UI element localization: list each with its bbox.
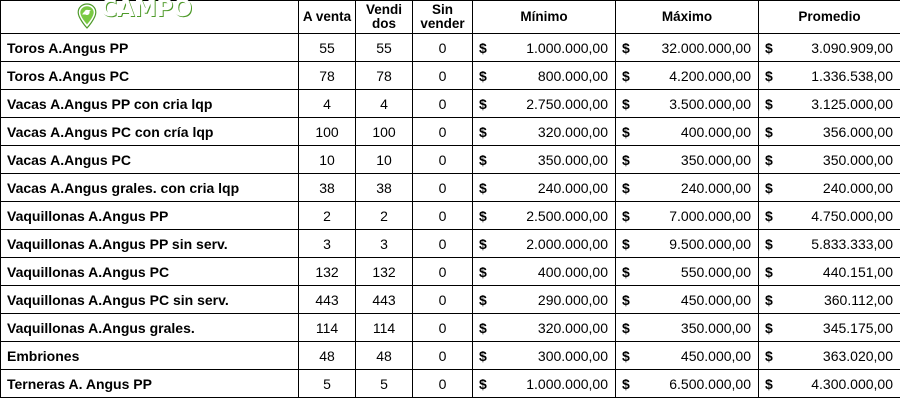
cell-minimo <box>473 286 616 314</box>
amount-value: 450.000,00 <box>680 291 751 308</box>
cell-a-venta: 48 <box>299 342 356 370</box>
currency-symbol: $ <box>479 179 487 196</box>
cell-sin-vender: 0 <box>413 146 473 174</box>
cell-detalle: Vaquillonas A.Angus grales. <box>1 314 299 342</box>
cell-sin-vender: 0 <box>413 90 473 118</box>
amount-value: 350.000,00 <box>537 151 608 168</box>
cell-promedio <box>759 34 900 62</box>
table-header <box>1 1 900 34</box>
table-row <box>1 90 900 118</box>
currency-symbol: $ <box>765 67 773 84</box>
currency-symbol: $ <box>479 123 487 140</box>
amount-value: 1.000.000,00 <box>526 375 608 392</box>
cell-detalle: Vaquillonas A.Angus PP sin serv. <box>1 230 299 258</box>
cell-sin-vender: 0 <box>413 314 473 342</box>
cell-promedio <box>759 230 900 258</box>
currency-symbol: $ <box>622 39 630 56</box>
cell-maximo <box>616 118 759 146</box>
currency-symbol: $ <box>622 151 630 168</box>
cell-a-venta: 10 <box>299 146 356 174</box>
amount-value: 240.000,00 <box>537 179 608 196</box>
amount-value: 2.000.000,00 <box>526 235 608 252</box>
cell-maximo <box>616 146 759 174</box>
cell-detalle: Vacas A.Angus PC con cría lqp <box>1 118 299 146</box>
amount-value: 320.000,00 <box>537 319 608 336</box>
column-header-detalle <box>1 1 299 34</box>
amount-value: 32.000.000,00 <box>661 39 751 56</box>
column-header-vendidos: Vendi dos <box>356 1 413 34</box>
cell-a-venta: 114 <box>299 314 356 342</box>
currency-symbol: $ <box>622 67 630 84</box>
cell-sin-vender: 0 <box>413 258 473 286</box>
cell-promedio <box>759 118 900 146</box>
currency-symbol: $ <box>622 123 630 140</box>
cell-detalle: Vacas A.Angus PC <box>1 146 299 174</box>
cell-minimo <box>473 90 616 118</box>
cell-promedio <box>759 342 900 370</box>
currency-symbol: $ <box>622 291 630 308</box>
currency-symbol: $ <box>765 207 773 224</box>
table-row <box>1 202 900 230</box>
cell-minimo <box>473 202 616 230</box>
currency-symbol: $ <box>765 347 773 364</box>
campo-total-logo <box>76 0 191 32</box>
currency-symbol: $ <box>765 375 773 392</box>
cell-minimo <box>473 342 616 370</box>
amount-value: 400.000,00 <box>680 123 751 140</box>
table-body <box>1 34 900 398</box>
amount-value: 290.000,00 <box>537 291 608 308</box>
currency-symbol: $ <box>479 263 487 280</box>
cell-sin-vender: 0 <box>413 370 473 398</box>
amount-value: 4.200.000,00 <box>669 67 751 84</box>
cell-detalle: Vacas A.Angus PP con cria lqp <box>1 90 299 118</box>
amount-value: 3.125.000,00 <box>811 95 893 112</box>
amount-value: 240.000,00 <box>822 179 893 196</box>
currency-symbol: $ <box>765 123 773 140</box>
table-row <box>1 230 900 258</box>
cell-vendidos: 132 <box>356 258 413 286</box>
amount-value: 350.000,00 <box>822 151 893 168</box>
amount-value: 9.500.000,00 <box>669 235 751 252</box>
cell-vendidos: 38 <box>356 174 413 202</box>
cell-vendidos: 100 <box>356 118 413 146</box>
cell-vendidos: 4 <box>356 90 413 118</box>
currency-symbol: $ <box>622 207 630 224</box>
column-header-promedio: Promedio <box>759 1 900 34</box>
cell-promedio <box>759 62 900 90</box>
cell-a-venta: 5 <box>299 370 356 398</box>
cell-minimo <box>473 62 616 90</box>
cell-sin-vender: 0 <box>413 174 473 202</box>
cell-promedio <box>759 90 900 118</box>
cell-maximo <box>616 342 759 370</box>
column-header-maximo: Máximo <box>616 1 759 34</box>
cell-a-venta: 38 <box>299 174 356 202</box>
amount-value: 4.300.000,00 <box>811 375 893 392</box>
cell-maximo <box>616 286 759 314</box>
currency-symbol: $ <box>765 179 773 196</box>
column-header-detalle-label: Detalle <box>9 8 59 26</box>
cell-sin-vender: 0 <box>413 34 473 62</box>
cell-promedio <box>759 370 900 398</box>
table-row <box>1 34 900 62</box>
cell-maximo <box>616 370 759 398</box>
cell-vendidos: 78 <box>356 62 413 90</box>
currency-symbol: $ <box>622 95 630 112</box>
location-pin-icon <box>76 3 98 29</box>
amount-value: 363.020,00 <box>822 347 893 364</box>
table-row <box>1 258 900 286</box>
currency-symbol: $ <box>765 291 773 308</box>
currency-symbol: $ <box>479 235 487 252</box>
cell-vendidos: 48 <box>356 342 413 370</box>
cell-detalle: Vaquillonas A.Angus PC <box>1 258 299 286</box>
cell-detalle: Vacas A.Angus grales. con cria lqp <box>1 174 299 202</box>
table-row <box>1 286 900 314</box>
cell-sin-vender: 0 <box>413 118 473 146</box>
cell-vendidos: 10 <box>356 146 413 174</box>
amount-value: 356.000,00 <box>822 123 893 140</box>
currency-symbol: $ <box>479 375 487 392</box>
cell-minimo <box>473 370 616 398</box>
cell-sin-vender: 0 <box>413 230 473 258</box>
amount-value: 1.000.000,00 <box>526 39 608 56</box>
cell-vendidos: 443 <box>356 286 413 314</box>
cell-minimo <box>473 258 616 286</box>
cell-minimo <box>473 146 616 174</box>
cell-a-venta: 3 <box>299 230 356 258</box>
amount-value: 345.175,00 <box>822 319 893 336</box>
cell-detalle: Vaquillonas A.Angus PP <box>1 202 299 230</box>
cell-maximo <box>616 90 759 118</box>
amount-value: 3.090.909,00 <box>811 39 893 56</box>
currency-symbol: $ <box>479 207 487 224</box>
cell-a-venta: 443 <box>299 286 356 314</box>
cell-vendidos: 55 <box>356 34 413 62</box>
amount-value: 400.000,00 <box>537 263 608 280</box>
column-header-a-venta: A venta <box>299 1 356 34</box>
currency-symbol: $ <box>622 179 630 196</box>
table-row <box>1 174 900 202</box>
amount-value: 4.750.000,00 <box>811 207 893 224</box>
currency-symbol: $ <box>479 151 487 168</box>
cell-a-venta: 2 <box>299 202 356 230</box>
amount-value: 5.833.333,00 <box>811 235 893 252</box>
currency-symbol: $ <box>479 347 487 364</box>
amount-value: 550.000,00 <box>680 263 751 280</box>
cell-sin-vender: 0 <box>413 342 473 370</box>
logo-name-primary: CAMPO <box>100 0 192 22</box>
cell-minimo <box>473 230 616 258</box>
header-row <box>1 1 900 34</box>
currency-symbol: $ <box>765 39 773 56</box>
amount-value: 1.336.538,00 <box>811 67 893 84</box>
cell-detalle: Vaquillonas A.Angus PC sin serv. <box>1 286 299 314</box>
currency-symbol: $ <box>479 291 487 308</box>
currency-symbol: $ <box>765 235 773 252</box>
table-row <box>1 342 900 370</box>
currency-symbol: $ <box>765 151 773 168</box>
amount-value: 7.000.000,00 <box>669 207 751 224</box>
amount-value: 350.000,00 <box>680 319 751 336</box>
currency-symbol: $ <box>479 39 487 56</box>
currency-symbol: $ <box>765 95 773 112</box>
currency-symbol: $ <box>622 375 630 392</box>
cell-a-venta: 78 <box>299 62 356 90</box>
amount-value: 350.000,00 <box>680 151 751 168</box>
amount-value: 300.000,00 <box>537 347 608 364</box>
amount-value: 2.750.000,00 <box>526 95 608 112</box>
amount-value: 6.500.000,00 <box>669 375 751 392</box>
cell-promedio <box>759 146 900 174</box>
amount-value: 2.500.000,00 <box>526 207 608 224</box>
table-row <box>1 146 900 174</box>
cell-sin-vender: 0 <box>413 202 473 230</box>
cell-detalle: Toros A.Angus PC <box>1 62 299 90</box>
cell-vendidos: 5 <box>356 370 413 398</box>
cell-maximo <box>616 258 759 286</box>
table-row <box>1 62 900 90</box>
cell-maximo <box>616 62 759 90</box>
cell-maximo <box>616 174 759 202</box>
cell-sin-vender: 0 <box>413 62 473 90</box>
cell-sin-vender: 0 <box>413 286 473 314</box>
cell-maximo <box>616 34 759 62</box>
cell-promedio <box>759 286 900 314</box>
cell-promedio <box>759 258 900 286</box>
cell-a-venta: 100 <box>299 118 356 146</box>
table-row <box>1 314 900 342</box>
currency-symbol: $ <box>622 263 630 280</box>
currency-symbol: $ <box>765 319 773 336</box>
cell-a-venta: 132 <box>299 258 356 286</box>
cell-minimo <box>473 174 616 202</box>
cell-maximo <box>616 314 759 342</box>
currency-symbol: $ <box>622 235 630 252</box>
currency-symbol: $ <box>479 95 487 112</box>
cell-vendidos: 2 <box>356 202 413 230</box>
cell-promedio <box>759 174 900 202</box>
cell-a-venta: 4 <box>299 90 356 118</box>
cell-detalle: Toros A.Angus PP <box>1 34 299 62</box>
currency-symbol: $ <box>765 263 773 280</box>
amount-value: 240.000,00 <box>680 179 751 196</box>
column-header-sin-vender: Sin vender <box>413 1 473 34</box>
amount-value: 800.000,00 <box>537 67 608 84</box>
cell-detalle: Embriones <box>1 342 299 370</box>
cell-maximo <box>616 230 759 258</box>
amount-value: 440.151,00 <box>822 263 893 280</box>
currency-symbol: $ <box>479 67 487 84</box>
cell-maximo <box>616 202 759 230</box>
cell-promedio <box>759 314 900 342</box>
cell-minimo <box>473 314 616 342</box>
currency-symbol: $ <box>479 319 487 336</box>
amount-value: 450.000,00 <box>680 347 751 364</box>
cell-a-venta: 55 <box>299 34 356 62</box>
cell-promedio <box>759 202 900 230</box>
column-header-minimo: Mínimo <box>473 1 616 34</box>
currency-symbol: $ <box>622 347 630 364</box>
amount-value: 360.112,00 <box>823 291 893 308</box>
cell-vendidos: 3 <box>356 230 413 258</box>
logo-name-secondary: total <box>163 18 192 34</box>
cell-vendidos: 114 <box>356 314 413 342</box>
cell-minimo <box>473 118 616 146</box>
cell-minimo <box>473 34 616 62</box>
currency-symbol: $ <box>622 319 630 336</box>
table-row <box>1 118 900 146</box>
cell-detalle: Terneras A. Angus PP <box>1 370 299 398</box>
table-row <box>1 370 900 398</box>
amount-value: 3.500.000,00 <box>669 95 751 112</box>
amount-value: 320.000,00 <box>537 123 608 140</box>
